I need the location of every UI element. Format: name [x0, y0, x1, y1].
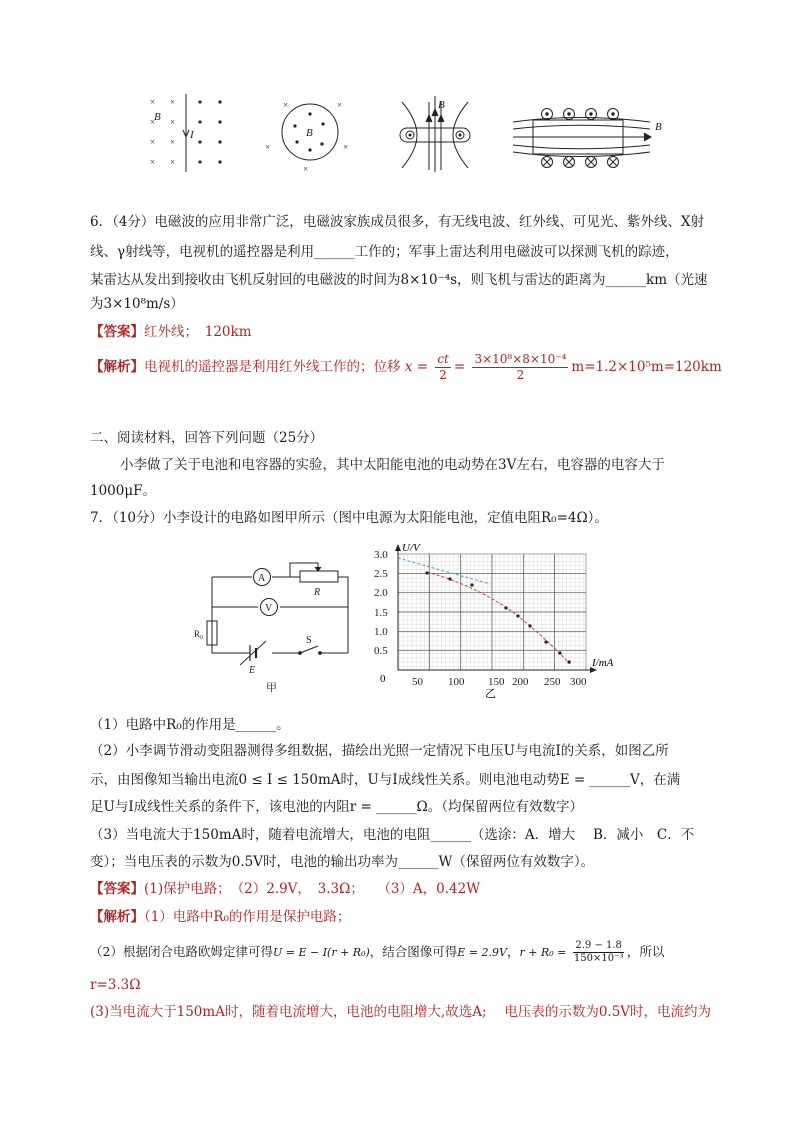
figure-4-coil-field	[513, 109, 662, 168]
q6-analysis: 【解析】电视机的遥控器是利用红外线工作的；位移 x = $\frac{ct}{2}$ = $\frac{\text{3×10⁸×8×10⁻⁴}}{2}$ m=1.2×10⁵m=120km	[90, 352, 722, 382]
graph-y-label: U/V	[402, 542, 420, 554]
data-point	[448, 577, 451, 580]
u-i-graph	[370, 540, 635, 702]
data-point	[567, 660, 570, 663]
data-point	[425, 571, 428, 574]
y-tick-3-0: 3.0	[374, 549, 388, 561]
y-tick-0-5: 0.5	[374, 645, 388, 657]
q6-line-1: 6．（4分）电磁波的应用非常广泛，电磁波家族成员很多，有无线电波、红外线、可见光、紫外线、X射	[90, 214, 705, 230]
q7-part-2-line-2: 示，由图像知当输出电流0 ≤ I ≤ 150mA时，U与I成线性关系。则电池电动势E = ______V，在满	[90, 772, 681, 788]
analysis-tag: 【解析】	[90, 359, 144, 375]
svg-text:×: ×	[343, 142, 349, 152]
q7-part-3-line-2: 变）；当电压表的示数为0.5V时，电池的输出功率为______W（保留两位有效数字）。	[90, 854, 595, 870]
q7-stem: 7．（10分）小李设计的电路如图甲所示（图中电源为太阳能电池，定值电阻R₀=4Ω）。	[90, 510, 608, 526]
emf-eq: E = 2.9V	[457, 946, 507, 959]
svg-text:×: ×	[150, 137, 156, 147]
q6-line-2: 线、γ射线等，电视机的遥控器是利用______工作的；军事上雷达利用电磁波可以探测飞机的踪迹，	[90, 244, 679, 260]
q7-analysis-1	[90, 907, 350, 927]
bottom-cross-currents	[542, 157, 619, 168]
data-point	[528, 624, 531, 627]
x-tick-150: 150	[488, 676, 505, 688]
analysis-2-tail: ，所以	[626, 944, 665, 959]
resistance-eq: r + R₀ =	[519, 946, 567, 959]
figure-3-solenoid-field	[400, 96, 470, 172]
q6-line-4: 为3×10⁸m/s）	[90, 296, 184, 312]
q7-analysis-2-result: r=3.3Ω	[90, 977, 141, 993]
answer-text: 红外线； 120km	[144, 324, 252, 340]
q7-part-2-line-1: （2）小李调节滑动变阻器测得多组数据，描绘出光照一定情况下电压U与电流I的关系，如图乙所	[90, 743, 669, 759]
x-equals: x =	[404, 359, 429, 375]
data-point	[558, 651, 561, 654]
graph-x-label: I/mA	[592, 657, 614, 669]
q7-answer	[90, 879, 480, 899]
fraction-ct-over-2: $\frac{ct}{2}$	[437, 352, 449, 382]
resistance-fraction: $\frac{2.9 - 1.8}{\text{150×10⁻³}}$	[573, 940, 624, 964]
graph-caption: 乙	[485, 688, 496, 700]
data-point	[516, 614, 519, 617]
graph-origin: 0	[380, 673, 386, 685]
q7-analysis-2: （2）根据闭合电路欧姆定律可得U = E − I(r + R₀)，结合图像可得E = 2.9V，r + R₀ = $\frac{2.9 - 1.8}{\text{150×10⁻³}}$ ，所以	[90, 940, 665, 964]
svg-text:×: ×	[170, 117, 176, 127]
r0-label: R₀	[194, 629, 204, 639]
fig1-i-label: I	[190, 129, 194, 141]
q7-analysis-3: (3)当电流大于150mA时，随着电流增大，电池的电阻增大,故选A; 电压表的示数为0.5V时，电流约为	[90, 1004, 712, 1020]
y-tick-2-5: 2.5	[374, 568, 388, 580]
rheostat-label: R	[314, 587, 321, 598]
cross-marks	[150, 97, 175, 167]
y-tick-1-0: 1.0	[374, 626, 388, 638]
data-point	[470, 583, 473, 586]
fig1-b-label: B	[154, 111, 161, 123]
x-tick-250: 250	[544, 676, 561, 688]
fig4-b-label: B	[655, 121, 662, 133]
q7-part-2-line-3: 足U与I成线性关系的条件下，该电池的内阻r = ______Ω。（均保留两位有效数字）	[90, 799, 583, 815]
rheostat	[300, 571, 338, 582]
answer-tag: 【答案】	[90, 324, 144, 340]
ohm-law-eq: U = E − I(r + R₀)	[272, 946, 370, 959]
figure-1-wire-field	[150, 94, 222, 172]
data-point	[544, 640, 547, 643]
q7-part-1: （1）电路中R₀的作用是______。	[90, 717, 290, 733]
ammeter-label: A	[258, 573, 266, 584]
fig2-b-label: B	[306, 127, 313, 139]
svg-text:×: ×	[150, 97, 156, 107]
fraction-numeric: $\frac{\text{3×10⁸×8×10⁻⁴}}{2}$	[474, 352, 567, 382]
switch-label: S	[306, 635, 312, 646]
answer-tag: 【答案】	[90, 881, 144, 897]
answer-text: (1)保护电路； （2）2.9V， 3.3Ω； （3）A，0.42W	[144, 881, 481, 897]
q6-answer	[90, 322, 252, 342]
circuit-caption: 甲	[266, 682, 277, 694]
svg-text:×: ×	[283, 100, 289, 110]
analysis-2-pre: （2）根据闭合电路欧姆定律可得	[90, 944, 273, 959]
x-tick-200: 200	[512, 676, 529, 688]
svg-text:×: ×	[150, 117, 156, 127]
fig3-b-label: B	[438, 99, 445, 111]
analysis-tag: 【解析】	[90, 909, 144, 925]
svg-text:×: ×	[170, 137, 176, 147]
section-2-intro-2: 1000μF。	[90, 483, 156, 499]
analysis-text-1: （1）电路中R₀的作用是保护电路；	[144, 909, 351, 925]
x-tick-50: 50	[412, 676, 423, 688]
svg-text:×: ×	[170, 157, 176, 167]
analysis-2-mid: ，结合图像可得	[369, 944, 458, 959]
svg-text:×: ×	[170, 97, 176, 107]
svg-text:×: ×	[303, 164, 309, 174]
q6-line-3: 某雷达从发出到接收由飞机反射回的电磁波的时间为8×10⁻⁴s，则飞机与雷达的距离为______km（光速	[90, 272, 708, 288]
q7-part-3-line-1: （3）当电流大于150mA时，随着电流增大，电池的电阻______（选涂：A．增大 B．减小 C．不	[90, 827, 695, 843]
svg-text:×: ×	[265, 142, 271, 152]
svg-text:×: ×	[337, 100, 343, 110]
x-tick-300: 300	[570, 676, 587, 688]
figure-2-circle-field	[265, 100, 348, 174]
analysis-text: 电视机的遥控器是利用红外线工作的；位移	[144, 359, 401, 375]
y-tick-2-0: 2.0	[374, 587, 388, 599]
x-tick-100: 100	[448, 676, 465, 688]
section-2-title: 二、阅读材料，回答下列问题（25分）	[90, 430, 324, 446]
voltmeter-label: V	[265, 603, 273, 614]
data-point	[504, 606, 507, 609]
analysis-tail: m=1.2×10⁵m=120km	[571, 359, 722, 375]
top-figures	[140, 92, 680, 174]
emf-label: E	[249, 665, 256, 676]
circuit-diagram	[190, 555, 365, 695]
y-tick-1-5: 1.5	[374, 607, 388, 619]
dot-marks	[198, 100, 221, 163]
svg-text:×: ×	[150, 157, 156, 167]
section-2-intro-1: 小李做了关于电池和电容器的实验，其中太阳能电池的电动势在3V左右，电容器的电容大于	[120, 457, 665, 473]
